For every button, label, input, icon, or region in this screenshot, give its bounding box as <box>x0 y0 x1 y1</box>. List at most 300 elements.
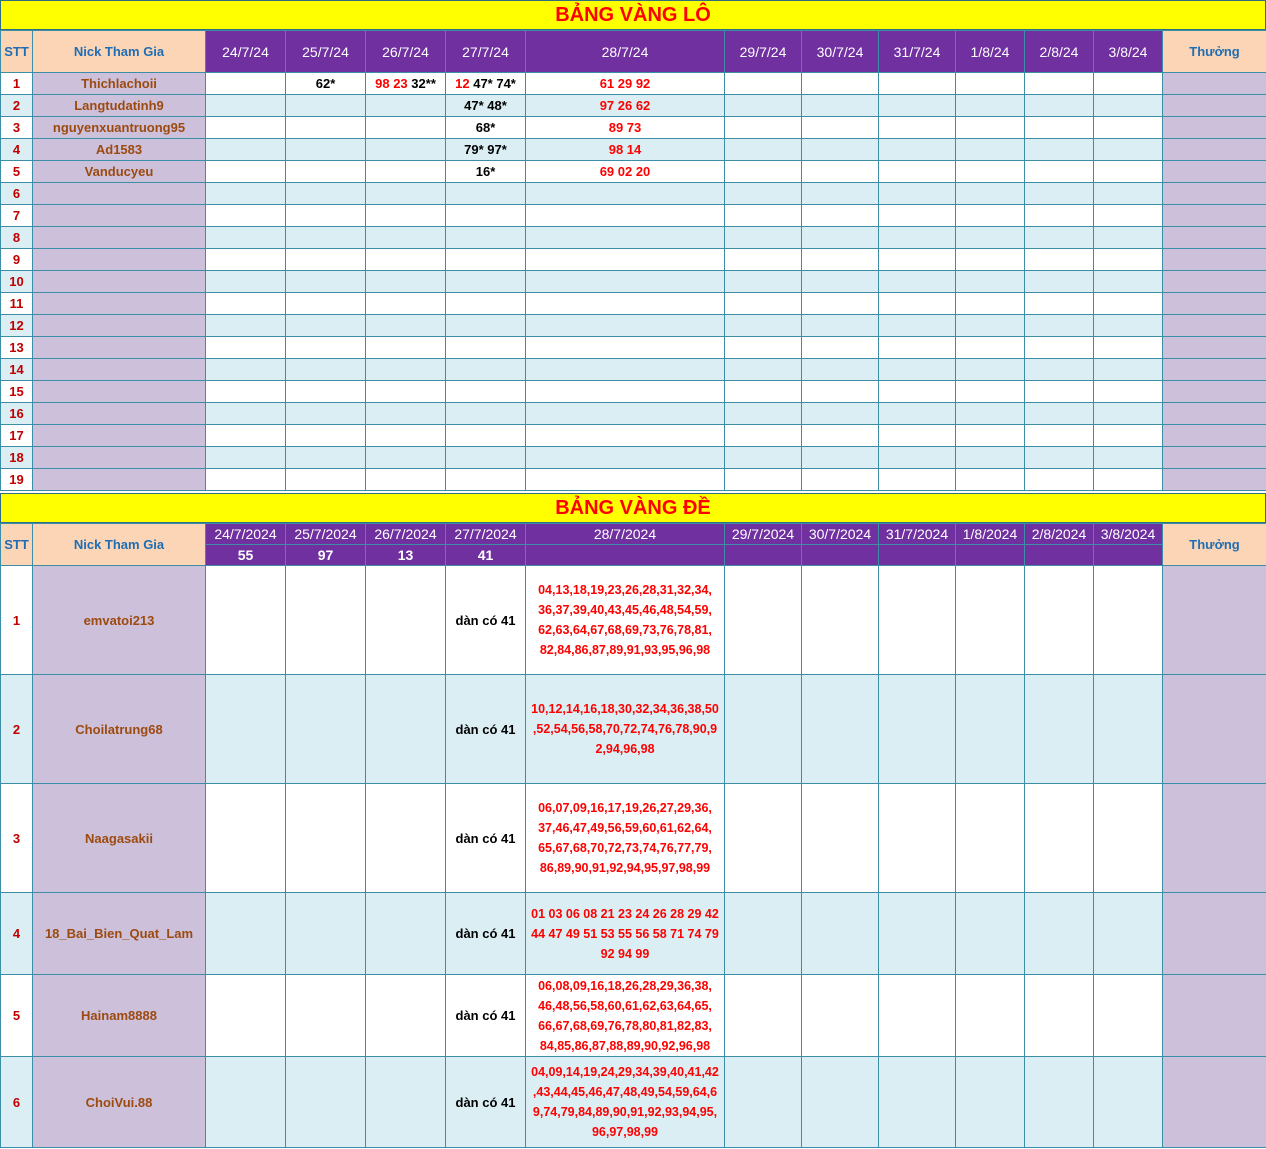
pick-cell[interactable] <box>879 161 956 183</box>
pick-cell[interactable] <box>206 469 286 491</box>
pick-cell[interactable] <box>1094 893 1163 975</box>
pick-cell[interactable] <box>1025 425 1094 447</box>
pick-cell[interactable]: 98 14 <box>526 139 725 161</box>
pick-cell[interactable] <box>879 205 956 227</box>
nick-cell[interactable]: Choilatrung68 <box>33 675 206 784</box>
pick-cell[interactable] <box>1025 139 1094 161</box>
pick-cell[interactable] <box>879 249 956 271</box>
pick-cell[interactable] <box>879 293 956 315</box>
pick-cell[interactable] <box>206 403 286 425</box>
pick-cell[interactable] <box>725 469 802 491</box>
pick-cell[interactable] <box>1025 447 1094 469</box>
pick-cell[interactable] <box>725 337 802 359</box>
pick-cell[interactable] <box>286 205 366 227</box>
pick-cell[interactable] <box>879 975 956 1057</box>
pick-cell[interactable] <box>286 249 366 271</box>
pick-cell[interactable] <box>446 469 526 491</box>
pick-cell[interactable] <box>366 315 446 337</box>
pick-cell[interactable] <box>206 315 286 337</box>
pick-cell[interactable] <box>802 359 879 381</box>
pick-cell[interactable] <box>1094 1057 1163 1148</box>
pick-cell[interactable] <box>725 183 802 205</box>
pick-cell[interactable] <box>446 249 526 271</box>
pick-cell[interactable] <box>206 139 286 161</box>
pick-cell[interactable] <box>446 447 526 469</box>
pick-cell[interactable] <box>366 95 446 117</box>
pick-cell[interactable] <box>1025 337 1094 359</box>
number-list-cell[interactable] <box>526 1057 725 1148</box>
pick-cell[interactable] <box>526 403 725 425</box>
pick-cell[interactable] <box>526 425 725 447</box>
pick-cell[interactable] <box>802 337 879 359</box>
pick-cell[interactable] <box>725 139 802 161</box>
pick-cell[interactable] <box>446 337 526 359</box>
pick-cell[interactable] <box>1025 227 1094 249</box>
pick-cell[interactable] <box>879 675 956 784</box>
pick-cell[interactable] <box>802 73 879 95</box>
pick-cell[interactable] <box>366 183 446 205</box>
pick-cell[interactable] <box>366 893 446 975</box>
pick-cell[interactable] <box>526 447 725 469</box>
pick-cell[interactable] <box>1094 205 1163 227</box>
pick-cell[interactable] <box>1025 1057 1094 1148</box>
pick-cell[interactable] <box>1025 249 1094 271</box>
pick-cell[interactable] <box>879 381 956 403</box>
pick-cell[interactable] <box>206 271 286 293</box>
pick-cell[interactable] <box>286 1057 366 1148</box>
pick-cell[interactable] <box>802 447 879 469</box>
pick-cell[interactable] <box>802 117 879 139</box>
nick-cell[interactable]: Langtudatinh9 <box>33 95 206 117</box>
pick-cell[interactable]: 89 73 <box>526 117 725 139</box>
pick-cell[interactable] <box>206 205 286 227</box>
pick-cell[interactable]: dàn có 41 <box>446 975 526 1057</box>
pick-cell[interactable] <box>802 315 879 337</box>
nick-cell[interactable]: Ad1583 <box>33 139 206 161</box>
pick-cell[interactable] <box>1025 271 1094 293</box>
pick-cell[interactable] <box>956 183 1025 205</box>
pick-cell[interactable] <box>956 315 1025 337</box>
pick-cell[interactable] <box>879 403 956 425</box>
pick-cell[interactable] <box>1094 271 1163 293</box>
pick-cell[interactable] <box>206 566 286 675</box>
pick-cell[interactable] <box>725 271 802 293</box>
pick-cell[interactable] <box>956 117 1025 139</box>
pick-cell[interactable] <box>366 359 446 381</box>
pick-cell[interactable] <box>286 95 366 117</box>
pick-cell[interactable] <box>526 359 725 381</box>
pick-cell[interactable] <box>286 784 366 893</box>
pick-cell[interactable] <box>446 403 526 425</box>
pick-cell[interactable] <box>956 893 1025 975</box>
pick-cell[interactable] <box>286 359 366 381</box>
pick-cell[interactable] <box>956 1057 1025 1148</box>
pick-cell[interactable] <box>879 337 956 359</box>
pick-cell[interactable] <box>206 1057 286 1148</box>
pick-cell[interactable] <box>725 566 802 675</box>
pick-cell[interactable]: dàn có 41 <box>446 566 526 675</box>
pick-cell[interactable] <box>1094 359 1163 381</box>
pick-cell[interactable] <box>446 227 526 249</box>
pick-cell[interactable] <box>879 139 956 161</box>
pick-cell[interactable] <box>286 161 366 183</box>
pick-cell[interactable] <box>1094 403 1163 425</box>
pick-cell[interactable]: dàn có 41 <box>446 893 526 975</box>
number-list-cell[interactable] <box>526 566 725 675</box>
pick-cell[interactable] <box>446 359 526 381</box>
pick-cell[interactable] <box>802 675 879 784</box>
pick-cell[interactable] <box>956 975 1025 1057</box>
pick-cell[interactable]: 61 29 92 <box>526 73 725 95</box>
pick-cell[interactable] <box>956 337 1025 359</box>
pick-cell[interactable] <box>879 1057 956 1148</box>
pick-cell[interactable] <box>802 249 879 271</box>
pick-cell[interactable] <box>1025 161 1094 183</box>
nick-cell[interactable]: Hainam8888 <box>33 975 206 1057</box>
pick-cell[interactable] <box>879 183 956 205</box>
pick-cell[interactable] <box>366 293 446 315</box>
pick-cell[interactable] <box>286 447 366 469</box>
pick-cell[interactable] <box>956 469 1025 491</box>
nick-cell[interactable] <box>33 227 206 249</box>
nick-cell[interactable]: Naagasakii <box>33 784 206 893</box>
pick-cell[interactable] <box>802 893 879 975</box>
number-list-cell[interactable] <box>526 893 725 975</box>
pick-cell[interactable] <box>446 183 526 205</box>
pick-cell[interactable] <box>206 675 286 784</box>
nick-cell[interactable]: ChoiVui.88 <box>33 1057 206 1148</box>
pick-cell[interactable]: dàn có 41 <box>446 675 526 784</box>
pick-cell[interactable]: 97 26 62 <box>526 95 725 117</box>
pick-cell[interactable] <box>446 381 526 403</box>
nick-cell[interactable] <box>33 359 206 381</box>
pick-cell[interactable] <box>286 139 366 161</box>
pick-cell[interactable] <box>802 566 879 675</box>
pick-cell[interactable] <box>725 315 802 337</box>
pick-cell[interactable] <box>1025 95 1094 117</box>
pick-cell[interactable] <box>1094 784 1163 893</box>
pick-cell[interactable] <box>956 566 1025 675</box>
pick-cell[interactable] <box>206 784 286 893</box>
pick-cell[interactable] <box>206 183 286 205</box>
pick-cell[interactable] <box>802 293 879 315</box>
pick-cell[interactable] <box>446 117 526 139</box>
pick-cell[interactable] <box>956 293 1025 315</box>
pick-cell[interactable] <box>1094 337 1163 359</box>
pick-cell[interactable] <box>286 315 366 337</box>
number-list-cell[interactable] <box>526 975 725 1057</box>
pick-cell[interactable] <box>286 893 366 975</box>
nick-cell[interactable] <box>33 447 206 469</box>
pick-cell[interactable] <box>286 425 366 447</box>
pick-cell[interactable] <box>879 315 956 337</box>
nick-cell[interactable]: Vanducyeu <box>33 161 206 183</box>
pick-cell[interactable] <box>366 205 446 227</box>
pick-cell[interactable] <box>956 381 1025 403</box>
pick-cell[interactable] <box>1094 161 1163 183</box>
pick-cell[interactable] <box>879 469 956 491</box>
pick-cell[interactable] <box>1094 73 1163 95</box>
pick-cell[interactable] <box>446 95 526 117</box>
pick-cell[interactable] <box>956 161 1025 183</box>
pick-cell[interactable] <box>526 271 725 293</box>
pick-cell[interactable] <box>366 566 446 675</box>
pick-cell[interactable] <box>1025 893 1094 975</box>
nick-cell[interactable] <box>33 337 206 359</box>
pick-cell[interactable] <box>956 249 1025 271</box>
nick-cell[interactable] <box>33 293 206 315</box>
nick-cell[interactable] <box>33 183 206 205</box>
pick-cell[interactable] <box>526 183 725 205</box>
pick-cell[interactable] <box>206 893 286 975</box>
number-list-cell[interactable] <box>526 784 725 893</box>
pick-cell[interactable] <box>802 975 879 1057</box>
nick-cell[interactable]: 18_Bai_Bien_Quat_Lam <box>33 893 206 975</box>
pick-cell[interactable] <box>725 205 802 227</box>
pick-cell[interactable] <box>725 403 802 425</box>
pick-cell[interactable] <box>879 447 956 469</box>
pick-cell[interactable] <box>725 161 802 183</box>
pick-cell[interactable] <box>446 73 526 95</box>
pick-cell[interactable] <box>1094 447 1163 469</box>
pick-cell[interactable] <box>802 227 879 249</box>
pick-cell[interactable] <box>1025 359 1094 381</box>
pick-cell[interactable] <box>725 425 802 447</box>
pick-cell[interactable] <box>1025 293 1094 315</box>
pick-cell[interactable] <box>206 293 286 315</box>
pick-cell[interactable] <box>286 566 366 675</box>
pick-cell[interactable] <box>802 271 879 293</box>
pick-cell[interactable] <box>206 425 286 447</box>
pick-cell[interactable] <box>526 227 725 249</box>
pick-cell[interactable] <box>1094 249 1163 271</box>
pick-cell[interactable] <box>446 425 526 447</box>
pick-cell[interactable] <box>366 117 446 139</box>
pick-cell[interactable] <box>366 227 446 249</box>
pick-cell[interactable]: 69 02 20 <box>526 161 725 183</box>
pick-cell[interactable] <box>526 205 725 227</box>
pick-cell[interactable] <box>725 249 802 271</box>
pick-cell[interactable] <box>956 359 1025 381</box>
pick-cell[interactable] <box>802 403 879 425</box>
pick-cell[interactable] <box>725 675 802 784</box>
pick-cell[interactable] <box>526 293 725 315</box>
pick-cell[interactable] <box>446 293 526 315</box>
pick-cell[interactable] <box>526 249 725 271</box>
pick-cell[interactable] <box>526 337 725 359</box>
pick-cell[interactable] <box>802 784 879 893</box>
pick-cell[interactable] <box>1025 784 1094 893</box>
pick-cell[interactable] <box>366 447 446 469</box>
pick-cell[interactable] <box>1094 425 1163 447</box>
pick-cell[interactable] <box>1025 183 1094 205</box>
pick-cell[interactable] <box>286 381 366 403</box>
nick-cell[interactable] <box>33 403 206 425</box>
pick-cell[interactable] <box>286 183 366 205</box>
nick-cell[interactable] <box>33 315 206 337</box>
pick-cell[interactable] <box>956 425 1025 447</box>
pick-cell[interactable] <box>366 784 446 893</box>
pick-cell[interactable] <box>206 161 286 183</box>
pick-cell[interactable] <box>802 425 879 447</box>
pick-cell[interactable] <box>286 293 366 315</box>
pick-cell[interactable] <box>879 359 956 381</box>
nick-cell[interactable] <box>33 205 206 227</box>
pick-cell[interactable] <box>1094 183 1163 205</box>
pick-cell[interactable] <box>725 359 802 381</box>
pick-cell[interactable] <box>206 249 286 271</box>
pick-cell[interactable] <box>526 315 725 337</box>
pick-cell[interactable] <box>879 227 956 249</box>
pick-cell[interactable] <box>879 95 956 117</box>
pick-cell[interactable]: dàn có 41 <box>446 784 526 893</box>
pick-cell[interactable] <box>446 205 526 227</box>
pick-cell[interactable] <box>956 271 1025 293</box>
nick-cell[interactable]: Thichlachoii <box>33 73 206 95</box>
pick-cell[interactable] <box>286 975 366 1057</box>
pick-cell[interactable] <box>366 73 446 95</box>
pick-cell[interactable] <box>879 893 956 975</box>
pick-cell[interactable] <box>366 161 446 183</box>
pick-cell[interactable] <box>366 425 446 447</box>
pick-cell[interactable] <box>366 1057 446 1148</box>
pick-cell[interactable] <box>879 73 956 95</box>
pick-cell[interactable] <box>446 139 526 161</box>
pick-cell[interactable] <box>725 975 802 1057</box>
pick-cell[interactable] <box>725 73 802 95</box>
pick-cell[interactable] <box>879 784 956 893</box>
pick-cell[interactable] <box>956 447 1025 469</box>
pick-cell[interactable] <box>1094 139 1163 161</box>
pick-cell[interactable] <box>802 469 879 491</box>
nick-cell[interactable] <box>33 425 206 447</box>
pick-cell[interactable] <box>725 893 802 975</box>
pick-cell[interactable] <box>206 447 286 469</box>
pick-cell[interactable] <box>206 381 286 403</box>
pick-cell[interactable] <box>286 469 366 491</box>
pick-cell[interactable]: 62* <box>286 73 366 95</box>
pick-cell[interactable] <box>1025 205 1094 227</box>
pick-cell[interactable] <box>1025 315 1094 337</box>
pick-cell[interactable] <box>1094 227 1163 249</box>
pick-cell[interactable] <box>526 381 725 403</box>
pick-cell[interactable] <box>366 403 446 425</box>
pick-cell[interactable] <box>1094 95 1163 117</box>
pick-cell[interactable] <box>366 975 446 1057</box>
pick-cell[interactable] <box>725 95 802 117</box>
pick-cell[interactable] <box>286 271 366 293</box>
pick-cell[interactable] <box>879 271 956 293</box>
pick-cell[interactable] <box>956 784 1025 893</box>
pick-cell[interactable] <box>1025 117 1094 139</box>
pick-cell[interactable] <box>879 425 956 447</box>
number-list-cell[interactable] <box>526 675 725 784</box>
pick-cell[interactable] <box>1094 293 1163 315</box>
pick-cell[interactable] <box>1094 381 1163 403</box>
pick-cell[interactable] <box>725 117 802 139</box>
pick-cell[interactable] <box>1094 566 1163 675</box>
pick-cell[interactable] <box>206 337 286 359</box>
pick-cell[interactable] <box>802 1057 879 1148</box>
pick-cell[interactable] <box>725 293 802 315</box>
pick-cell[interactable] <box>1025 381 1094 403</box>
nick-cell[interactable]: emvatoi213 <box>33 566 206 675</box>
pick-cell[interactable] <box>956 675 1025 784</box>
pick-cell[interactable] <box>1094 117 1163 139</box>
pick-cell[interactable] <box>802 139 879 161</box>
pick-cell[interactable] <box>366 675 446 784</box>
pick-cell[interactable] <box>286 117 366 139</box>
pick-cell[interactable] <box>206 73 286 95</box>
pick-cell[interactable] <box>725 1057 802 1148</box>
nick-cell[interactable] <box>33 381 206 403</box>
pick-cell[interactable] <box>725 447 802 469</box>
pick-cell[interactable] <box>956 227 1025 249</box>
pick-cell[interactable] <box>1094 675 1163 784</box>
pick-cell[interactable] <box>956 403 1025 425</box>
pick-cell[interactable] <box>206 359 286 381</box>
pick-cell[interactable] <box>366 337 446 359</box>
pick-cell[interactable]: dàn có 41 <box>446 1057 526 1148</box>
pick-cell[interactable] <box>802 183 879 205</box>
pick-cell[interactable] <box>366 139 446 161</box>
pick-cell[interactable] <box>366 469 446 491</box>
pick-cell[interactable] <box>446 161 526 183</box>
pick-cell[interactable] <box>366 381 446 403</box>
pick-cell[interactable] <box>879 117 956 139</box>
pick-cell[interactable] <box>1025 403 1094 425</box>
nick-cell[interactable]: nguyenxuantruong95 <box>33 117 206 139</box>
pick-cell[interactable] <box>366 249 446 271</box>
pick-cell[interactable] <box>206 95 286 117</box>
pick-cell[interactable] <box>1025 566 1094 675</box>
pick-cell[interactable] <box>206 975 286 1057</box>
pick-cell[interactable] <box>956 73 1025 95</box>
pick-cell[interactable] <box>802 95 879 117</box>
nick-cell[interactable] <box>33 271 206 293</box>
pick-cell[interactable] <box>286 227 366 249</box>
pick-cell[interactable] <box>206 117 286 139</box>
pick-cell[interactable] <box>286 403 366 425</box>
pick-cell[interactable] <box>526 469 725 491</box>
pick-cell[interactable] <box>446 315 526 337</box>
pick-cell[interactable] <box>956 95 1025 117</box>
pick-cell[interactable] <box>1025 675 1094 784</box>
nick-cell[interactable] <box>33 469 206 491</box>
pick-cell[interactable] <box>206 227 286 249</box>
pick-cell[interactable] <box>286 337 366 359</box>
pick-cell[interactable] <box>802 161 879 183</box>
pick-cell[interactable] <box>802 381 879 403</box>
pick-cell[interactable] <box>725 227 802 249</box>
pick-cell[interactable] <box>956 139 1025 161</box>
pick-cell[interactable] <box>446 271 526 293</box>
pick-cell[interactable] <box>366 271 446 293</box>
nick-cell[interactable] <box>33 249 206 271</box>
pick-cell[interactable] <box>879 566 956 675</box>
pick-cell[interactable] <box>1025 975 1094 1057</box>
pick-cell[interactable] <box>802 205 879 227</box>
pick-cell[interactable] <box>1094 315 1163 337</box>
pick-cell[interactable] <box>1094 469 1163 491</box>
pick-cell[interactable] <box>956 205 1025 227</box>
pick-cell[interactable] <box>725 381 802 403</box>
pick-cell[interactable] <box>1094 975 1163 1057</box>
pick-cell[interactable] <box>725 784 802 893</box>
pick-cell[interactable] <box>286 675 366 784</box>
pick-cell[interactable] <box>1025 73 1094 95</box>
pick-cell[interactable] <box>1025 469 1094 491</box>
